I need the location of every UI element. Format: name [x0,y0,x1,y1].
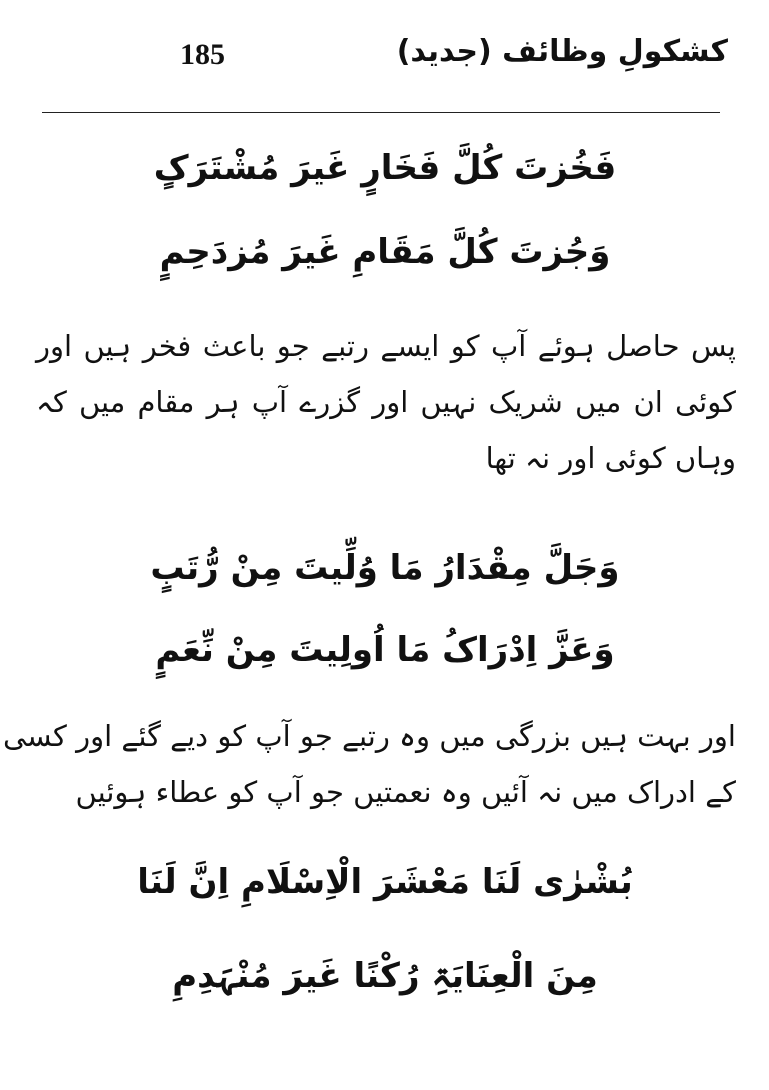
verse-3-line-2: مِنَ الْعِنَایَۃِ رُکْنًا غَیرَ مُنْہَدِمِ [172,956,598,996]
verse-2-line-2: وَعَزَّ اِدْرَاکُ مَا اُولِیتَ مِنْ نِّعَمٍ [155,630,615,670]
verse-1-line-1: فَخُزتَ کُلَّ فَخَارٍ غَیرَ مُشْتَرَکٍ [153,148,617,188]
header-divider [42,112,720,113]
paragraph-2-line-2: کے ادراک میں نہ آئیں وہ نعمتیں جو آپ کو عطاء ہوئیں [75,775,736,809]
verse-2-line-1: وَجَلَّ مِقْدَارُ مَا وُلِّیتَ مِنْ رُّتَبٍ [150,548,620,588]
paragraph-1-line-3: وہاں کوئی اور نہ تھا [485,441,736,475]
paragraph-1 [36,318,736,486]
book-title: کشکولِ وظائف (جدید) [396,34,728,69]
verse-3-line-1: بُشْرٰی لَنَا مَعْشَرَ الْاِسْلَامِ اِنَّ لَنَا [137,862,633,902]
verse-1-line-2: وَجُزتَ کُلَّ مَقَامِ غَیرَ مُزدَحِمٍ [159,232,611,272]
paragraph-2 [3,708,736,820]
paragraph-2-line-1: اور بہت ہیں بزرگی میں وہ رتبے جو آپ کو دیے گئے اور کسی [3,719,736,753]
page-header [42,28,728,88]
paragraph-1-line-2: کوئی ان میں شریک نہیں اور گزرے آپ ہر مقام میں کہ [36,385,736,419]
paragraph-1-line-1: پس حاصل ہوئے آپ کو ایسے رتبے جو باعث فخر ہیں اور [36,329,736,363]
page-number: 185 [180,38,225,71]
